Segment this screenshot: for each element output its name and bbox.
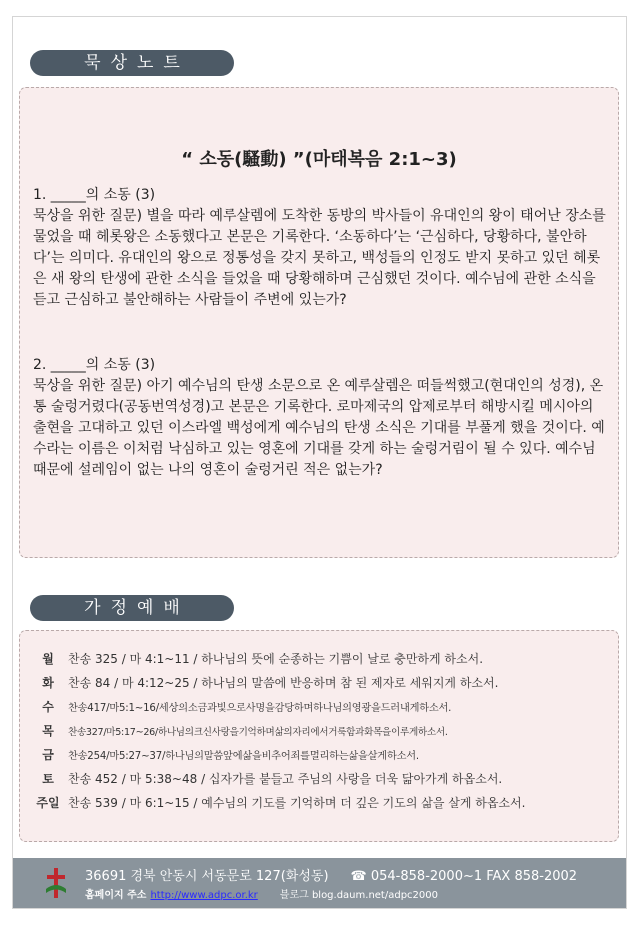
worship-row-mon [28, 647, 613, 671]
question-2 [33, 355, 611, 481]
meditation-title: “ 소동(騷動) ”(마태복음 2:1~3) [181, 149, 457, 170]
worship-day: 목 [42, 724, 54, 738]
worship-text: 찬송417/마5:1~16/세상의소금과빛으로사명을감당하며하나님의영광을드러내게하소서. [68, 703, 452, 714]
worship-section-label: 가정예배 [30, 595, 234, 621]
worship-row-sat [28, 767, 613, 791]
footer-phone: ☎ 054-858-2000~1 FAX 858-2002 [350, 869, 578, 884]
worship-day: 수 [42, 700, 54, 714]
worship-row-thu [28, 719, 613, 743]
footer-address: 36691 경북 안동시 서동문로 127(화성동) [85, 869, 329, 884]
worship-row-fri [28, 743, 613, 767]
meditation-box [19, 87, 619, 558]
worship-day: 주일 [36, 796, 60, 810]
worship-text: 찬송327/마5:17~26/하나님의크신사랑을기억하며삶의자리에서거룩함과화목을이루게하소서. [68, 727, 448, 738]
worship-day: 월 [42, 652, 54, 666]
worship-text: 찬송 325 / 마 4:1~11 / 하나님의 뜻에 순종하는 기쁨이 날로 충만하게 하소서. [68, 652, 484, 666]
homepage-label: 홈페이지 주소 [85, 890, 147, 901]
question-1-heading: 1. _____의 소동 (3) [33, 187, 156, 203]
worship-day: 토 [42, 772, 54, 786]
worship-text: 찬송 452 / 마 5:38~48 / 십자가를 붙들고 주님의 사랑을 더욱 닮아가게 하옵소서. [68, 772, 503, 786]
worship-day: 금 [42, 748, 54, 762]
footer-address-line [85, 865, 577, 884]
question-1-text: 묵상을 위한 질문) 별을 따라 예루살렘에 도착한 동방의 박사들이 유대인의 왕이 태어난 장소를 물었을 때 헤롯왕은 소동했다고 본문은 기록한다. ‘소동하다’는 ‘근심하다, 당황하다, 불안하다’는 의미다. 유대인의 왕으로 정통성을 갖지 못하고, 백성들의 인정도 받지 못하고 있던 헤롯은 새 왕의 탄생에 관한 소식을 들었을 때 당황해하며 근심했던 것이다. 예수님에 관한 소식을 듣고 근심하고 불안해하는 사람들이 주변에 있는가? [33, 208, 606, 308]
worship-text: 찬송 84 / 마 4:12~25 / 하나님의 말씀에 반응하며 참 된 제자로 세워지게 하소서. [68, 676, 499, 690]
worship-text: 찬송 539 / 마 6:1~15 / 예수님의 기도를 기억하며 더 깊은 기도의 삶을 살게 하옵소서. [68, 796, 526, 810]
meditation-section-label: 묵상노트 [30, 50, 234, 76]
question-2-text: 묵상을 위한 질문) 아기 예수님의 탄생 소문으로 온 예루살렘은 떠들썩했고(현대인의 성경), 온통 술렁거렸다(공동번역성경)고 본문은 기록한다. 로마제국의 압제로부터 해방시킬 메시아의 출현을 고대하고 있던 이스라엘 백성에게 예수님의 탄생 소식은 기대를 부풀게 했을 것이다. 예수라는 이름은 이처럼 낙심하고 있는 영혼에 기대를 갖게 하는 술렁거림이 될 수 있다. 예수님 때문에 설레임이 없는 나의 영혼이 술렁거린 적은 없는가? [33, 378, 605, 478]
church-logo-icon [43, 867, 69, 899]
worship-row-wed [28, 695, 613, 719]
worship-box [19, 630, 619, 842]
church-footer [13, 858, 626, 908]
footer-web-line [85, 886, 438, 901]
blog-address: 블로그 blog.daum.net/adpc2000 [279, 890, 438, 901]
worship-text: 찬송254/마5:27~37/하나님의말씀앞에삶을비추어죄를멀리하는삶을살게하소서. [68, 751, 419, 762]
worship-row-tue [28, 671, 613, 695]
question-2-heading: 2. _____의 소동 (3) [33, 357, 156, 373]
homepage-link[interactable]: http://www.adpc.or.kr [150, 890, 258, 901]
worship-day: 화 [42, 676, 54, 690]
question-1 [33, 185, 611, 311]
worship-row-sun [28, 791, 613, 815]
